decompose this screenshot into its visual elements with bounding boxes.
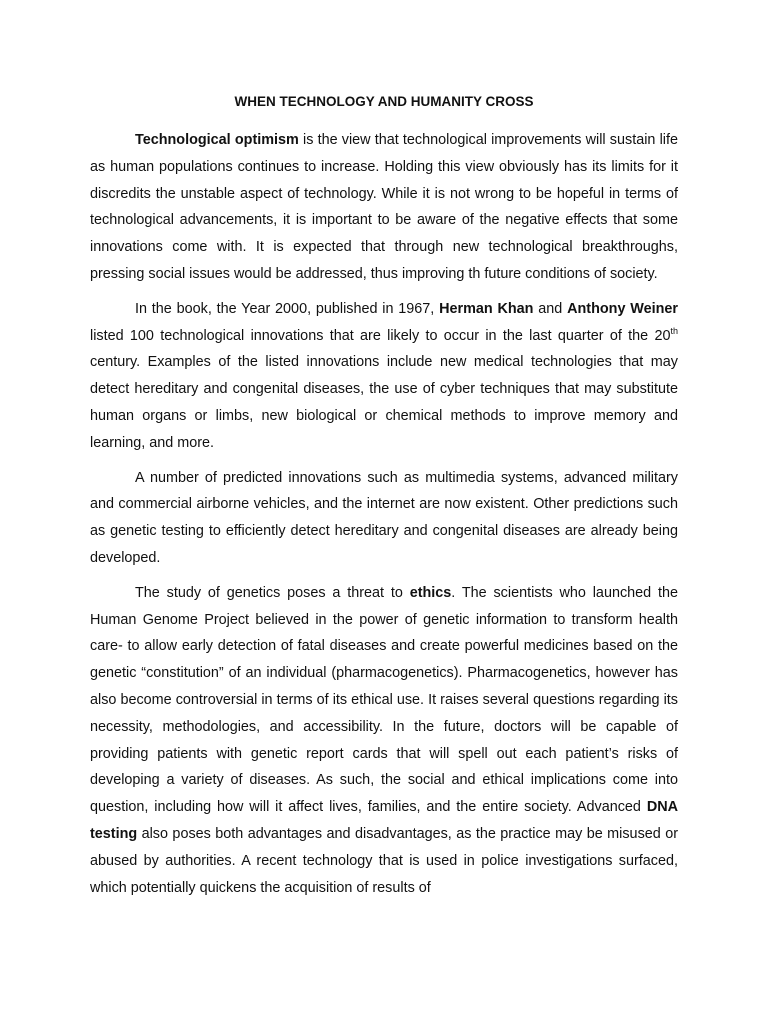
paragraph-2	[90, 296, 678, 457]
bold-term: DNA testing	[90, 799, 678, 842]
bold-term: Herman Khan	[439, 300, 534, 317]
text-run: listed 100 technological innovations that are likely to occur in the last quarter of the 20	[90, 327, 671, 344]
text-run: In the book, the Year 2000, published in 1967,	[135, 300, 440, 317]
text-run: A number of predicted innovations such as multimedia systems, advanced military and commercial airborne vehicles, and the internet are now existent. Other predictions such as genetic testing to efficiently detect hereditary and congenital diseases are already being developed.	[90, 469, 678, 566]
text-run: century. Examples of the listed innovations include new medical technologies that may detect hereditary and congenital diseases, the use of cyber techniques that may substitute human organs or limbs, new biological or chemical methods to improve memory and learning, and more.	[90, 354, 678, 451]
document-title: WHEN TECHNOLOGY AND HUMANITY CROSS	[234, 94, 534, 109]
paragraph-4	[90, 580, 678, 902]
bold-term: Anthony Weiner	[567, 300, 678, 317]
text-run: . The scientists who launched the Human Genome Project believed in the power of genetic information to transform health care- to allow early detection of fatal diseases and create powerful medicines based on the genetic “constitution” of an individual (pharmacogenetics). Pharmacogenetics, however has also become controversial in terms of its ethical use. It raises several questions regarding its necessity, methodologies, and accessibility. In the future, doctors will be capable of providing patients with genetic report cards that will spell out each patient’s risks of developing a variety of diseases. As such, the social and ethical implications come into question, including how will it affect lives, families, and the entire society. Advanced	[90, 584, 678, 816]
text-run: The study of genetics poses a threat to	[135, 584, 410, 601]
text-run: and	[533, 300, 568, 317]
document-body	[90, 127, 678, 901]
bold-term: Technological optimism	[135, 132, 299, 148]
paragraph-3	[90, 465, 678, 572]
paragraph-1	[90, 127, 678, 288]
text-run: is the view that technological improvements will sustain life as human populations continues to increase. Holding this view obviously has its limits for it discredits the unstable aspect of technology. While it is not wrong to be hopeful in terms of technological advancements, it is important to be aware of the negative effects that some innovations come with. It is expected that through new technological breakthroughs, pressing social issues would be addressed, thus improving th future conditions of society.	[90, 132, 678, 282]
superscript: th	[670, 325, 678, 336]
bold-term: ethics	[409, 584, 452, 601]
text-run: also poses both advantages and disadvantages, as the practice may be misused or abused by authorities. A recent technology that is used in police investigations surfaced, which potentially quickens the acquisition of results of	[90, 825, 678, 896]
